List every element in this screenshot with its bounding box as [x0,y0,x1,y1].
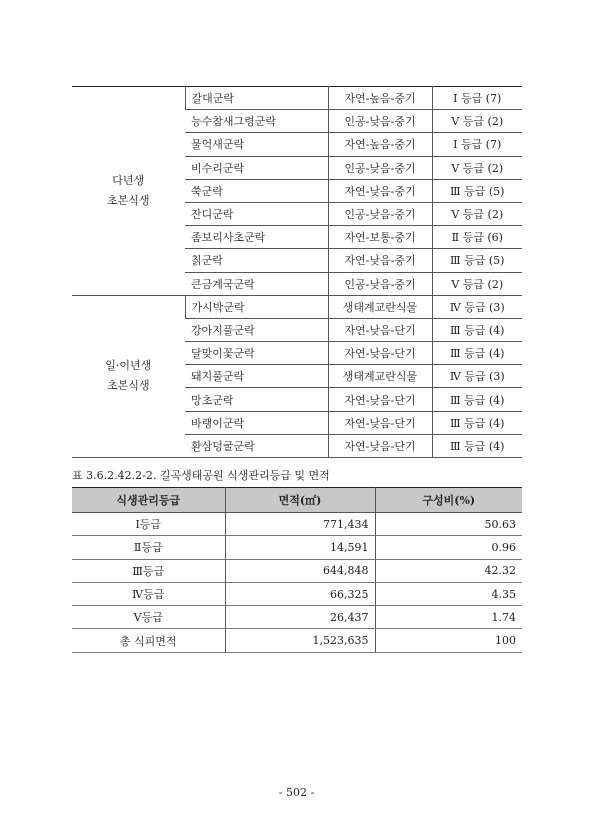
table-row [72,513,522,536]
community-type: 자연-낮음-단기 [328,434,432,457]
table-header-row [72,488,522,513]
community-name: 쑥군락 [185,179,328,202]
ratio-cell: 100 [375,629,522,652]
community-grade: Ⅲ 등급 (4) [432,388,522,411]
group-label-line2: 초본식생 [106,193,150,207]
grade-cell: 총 식피면적 [72,629,225,652]
table-caption-number: 표 3.6.2.42.2-2. [72,469,157,482]
group-label-line2: 초본식생 [106,379,150,393]
community-grade: Ⅰ 등급 (7) [432,133,522,156]
community-type: 생태계교란식물 [328,365,432,388]
community-grade: Ⅲ 등급 (4) [432,411,522,434]
grade-cell: Ⅱ등급 [72,536,225,559]
community-type: 자연-낮음-단기 [328,388,432,411]
area-cell: 1,523,635 [225,629,375,652]
community-grade: Ⅲ 등급 (4) [432,434,522,457]
table-row [72,582,522,605]
header-area: 면적(㎡) [225,488,375,513]
ratio-cell: 1.74 [375,606,522,629]
community-grade: Ⅰ 등급 (7) [432,87,522,110]
community-type: 자연-낮음-단기 [328,411,432,434]
community-grade: Ⅳ 등급 (3) [432,365,522,388]
community-type: 자연-낮음-중기 [328,249,432,272]
community-type: 인공-낮음-중기 [328,110,432,133]
community-name: 돼지풀군락 [185,365,328,388]
community-grade: Ⅴ 등급 (2) [432,110,522,133]
group-label-line1: 일·이년생 [105,359,152,373]
group-label [72,295,185,457]
table-row [72,606,522,629]
community-type: 자연-높음-중기 [328,133,432,156]
community-name: 큰금계국군락 [185,272,328,295]
group-label [72,87,185,296]
ratio-cell: 4.35 [375,582,522,605]
management-grade-area-table [72,487,522,653]
community-type: 자연-낮음-단기 [328,318,432,341]
ratio-cell: 50.63 [375,513,522,536]
community-type: 인공-낮음-중기 [328,202,432,225]
area-cell: 771,434 [225,513,375,536]
community-type: 생태계교란식물 [328,295,432,318]
community-type: 인공-낮음-중기 [328,272,432,295]
community-name: 망초군락 [185,388,328,411]
grade-cell: Ⅴ등급 [72,606,225,629]
community-grade: Ⅴ 등급 (2) [432,202,522,225]
vegetation-community-table [72,86,522,458]
table-caption-title: 길곡생태공원 식생관리등급 및 면적 [159,469,330,482]
community-name: 능수참새그령군락 [185,110,328,133]
community-grade: Ⅱ 등급 (6) [432,226,522,249]
grade-cell: Ⅰ등급 [72,513,225,536]
table-row [72,295,522,318]
community-name: 칡군락 [185,249,328,272]
community-type: 자연-높음-중기 [328,87,432,110]
community-grade: Ⅲ 등급 (4) [432,318,522,341]
area-cell: 66,325 [225,582,375,605]
community-name: 갈대군락 [185,87,328,110]
community-type: 인공-낮음-중기 [328,156,432,179]
grade-cell: Ⅲ등급 [72,559,225,582]
header-ratio: 구성비(%) [375,488,522,513]
community-type: 자연-낮음-단기 [328,342,432,365]
grade-cell: Ⅳ등급 [72,582,225,605]
ratio-cell: 0.96 [375,536,522,559]
community-name: 좀보리사초군락 [185,226,328,249]
ratio-cell: 42.32 [375,559,522,582]
page-number: - 502 - [278,786,315,799]
area-cell: 644,848 [225,559,375,582]
table-caption [72,467,330,483]
table-row [72,629,522,652]
table-row [72,536,522,559]
community-name: 강아지풀군락 [185,318,328,341]
table-row [72,87,522,110]
community-name: 바랭이군락 [185,411,328,434]
group-label-line1: 다년생 [112,173,145,187]
community-name: 가시박군락 [185,295,328,318]
community-grade: Ⅲ 등급 (4) [432,342,522,365]
community-grade: Ⅴ 등급 (2) [432,156,522,179]
community-name: 달맞이꽃군락 [185,342,328,365]
community-name: 잔디군락 [185,202,328,225]
community-grade: Ⅲ 등급 (5) [432,249,522,272]
community-grade: Ⅲ 등급 (5) [432,179,522,202]
community-name: 비수리군락 [185,156,328,179]
community-grade: Ⅴ 등급 (2) [432,272,522,295]
header-grade: 식생관리등급 [72,488,225,513]
community-type: 자연-낮음-중기 [328,179,432,202]
area-cell: 14,591 [225,536,375,559]
table-row [72,559,522,582]
community-name: 물억새군락 [185,133,328,156]
community-type: 자연-보통-중기 [328,226,432,249]
community-grade: Ⅳ 등급 (3) [432,295,522,318]
community-name: 환삼덩굴군락 [185,434,328,457]
area-cell: 26,437 [225,606,375,629]
